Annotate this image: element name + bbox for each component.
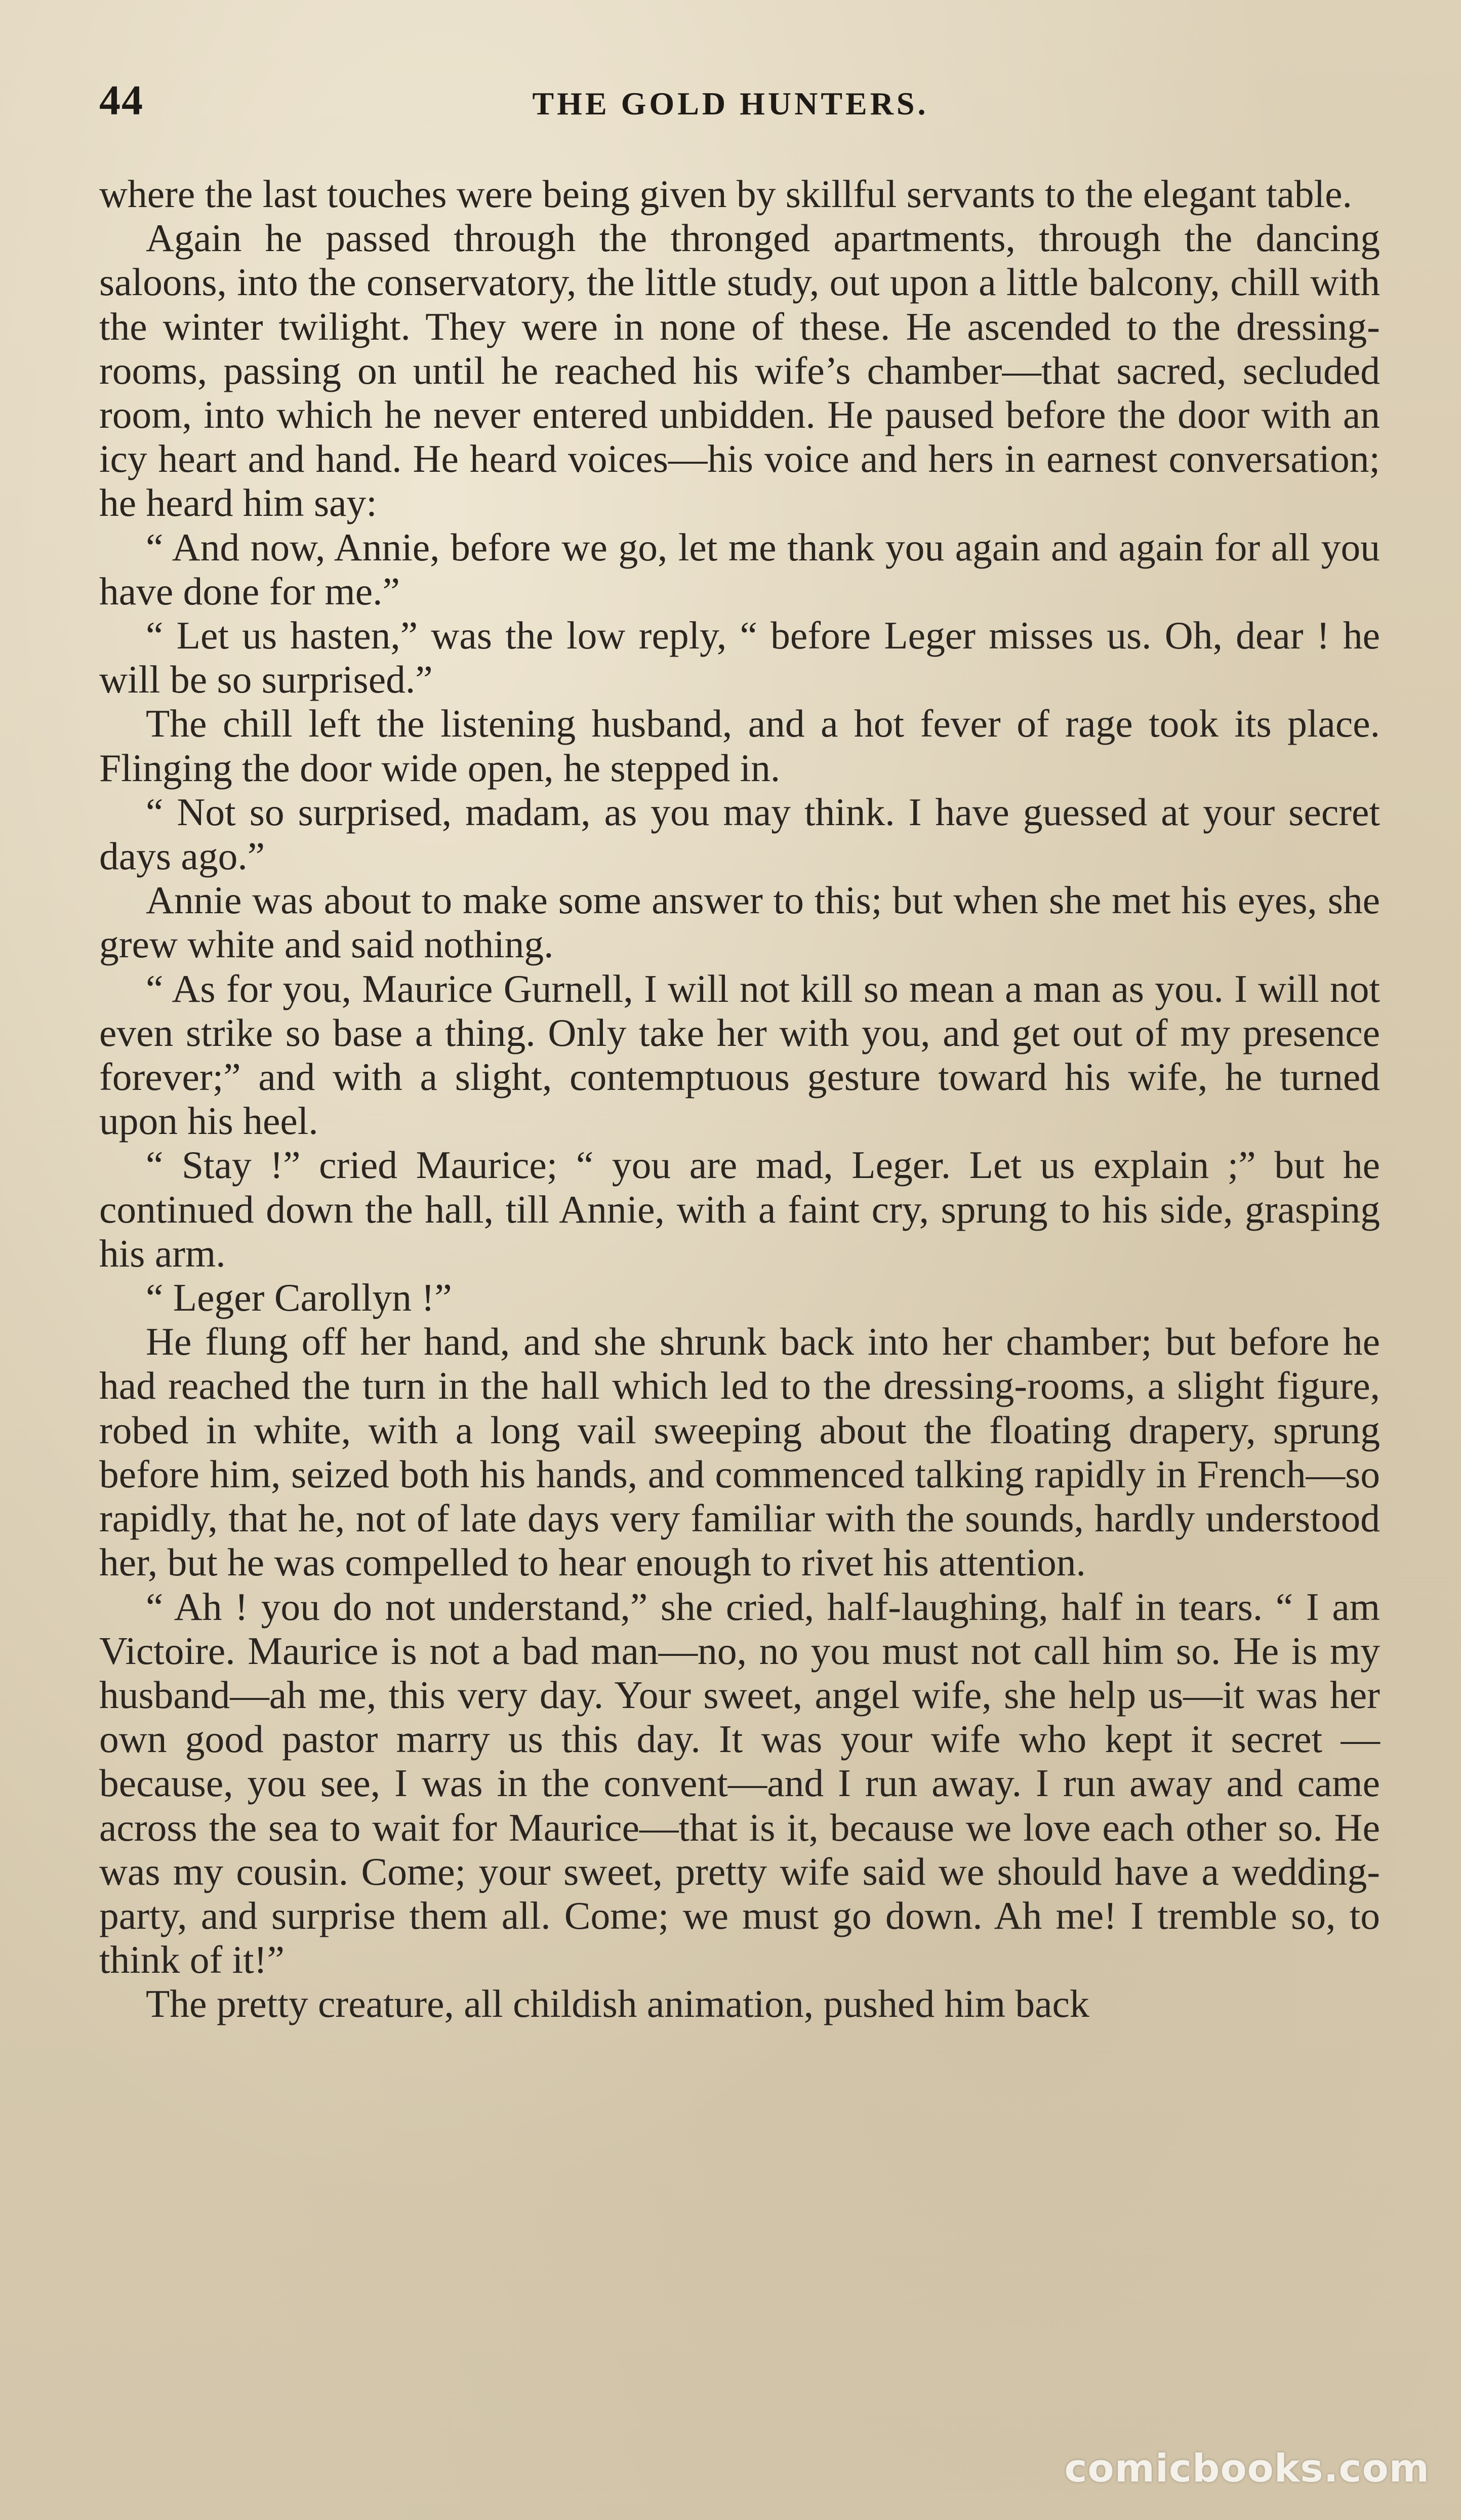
paragraph: “ Stay !” cried Maurice; “ you are mad, Leger. Let us explain ;” but he continued down the hall, till Annie, with a faint cry, sprung to his side, grasping his arm. bbox=[99, 1143, 1380, 1275]
paragraph: The pretty creature, all childish animation, pushed him back bbox=[146, 1982, 1089, 2026]
paragraph: “ As for you, Maurice Gurnell, I will not kill so mean a man as you. I will not even strike so base a thing. Only take her with you, and get out of my presence forever;” and with a slight, contemptuous gesture toward his wife, he turned upon his heel. bbox=[99, 966, 1380, 1143]
paragraph: Again he passed through the thronged apartments, through the dancing saloons, into the conservatory, the little study, out upon a little balcony, chill with the winter twilight. They were in none of these. He ascended to the dressing-rooms, passing on until he reached his wife’s chamber—that sacred, secluded room, into which he never entered unbidden. He paused before the door with an icy heart and hand. He heard voices—his voice and hers in earnest conversation; he heard him say: bbox=[99, 216, 1380, 525]
paragraph: Annie was about to make some answer to this; but when she met his eyes, she grew white and said nothing. bbox=[99, 878, 1380, 966]
paragraph: He flung off her hand, and she shrunk back into her chamber; but before he had reached the turn in the hall which led to the dressing-rooms, a slight figure, robed in white, with a long vail sweeping about the floating drapery, sprung before him, seized both his hands, and commenced talking rapidly in French—so rapidly, that he, not of late days very familiar with the sounds, hardly understood her, but he was compelled to hear enough to rivet his attention. bbox=[99, 1320, 1380, 1584]
paragraph: where the last touches were being given by skillful servants to the elegant table. bbox=[99, 172, 1352, 216]
body-text bbox=[99, 172, 1380, 2026]
paragraph: “ And now, Annie, before we go, let me thank you again and again for all you have done for me.” bbox=[99, 525, 1380, 613]
running-head: THE GOLD HUNTERS. bbox=[532, 86, 929, 121]
page-header bbox=[0, 76, 1461, 137]
page-number: 44 bbox=[99, 77, 144, 124]
paragraph: “ Let us hasten,” was the low reply, “ before Leger misses us. Oh, dear ! he will be so surprised.” bbox=[99, 614, 1380, 702]
paragraph: “ Ah ! you do not understand,” she cried, half-laughing, half in tears. “ I am Victoire. Maurice is not a bad man—no, no you must not call him so. He is my husband—ah me, this very day. Your sweet, angel wife, she help us—it was her own good pastor marry us this day. It was your wife who kept it secret —because, you see, I was in the convent—and I run away. I run away and came across the sea to wait for Maurice—that is it, because we love each other so. He was my cousin. Come; your sweet, pretty wife said we should have a wedding-party, and surprise them all. Come; we must go down. Ah me! I tremble so, to think of it!” bbox=[99, 1584, 1380, 1982]
paragraph: “ Leger Carollyn !” bbox=[146, 1276, 452, 1320]
paragraph: The chill left the listening husband, and a hot fever of rage took its place. Flinging the door wide open, he stepped in. bbox=[99, 702, 1380, 790]
watermark: comicbooks.com bbox=[1064, 2446, 1430, 2491]
paragraph: “ Not so surprised, madam, as you may think. I have guessed at your secret days ago.” bbox=[99, 790, 1380, 878]
